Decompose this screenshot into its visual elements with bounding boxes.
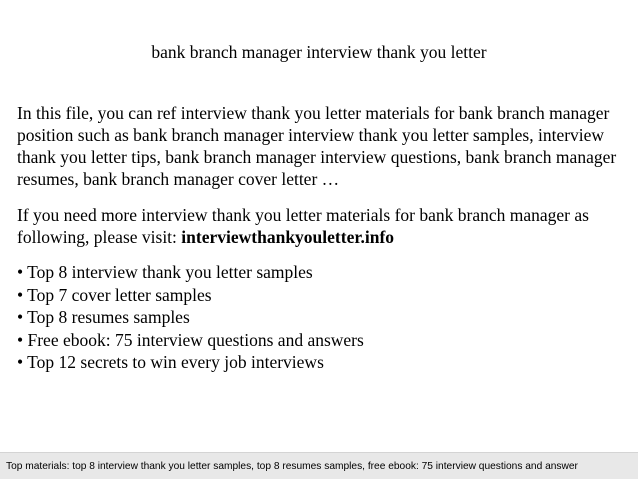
list-item: • Top 7 cover letter samples [17, 284, 212, 305]
list-item: • Top 8 interview thank you letter samples [17, 262, 313, 282]
list-item: • Top 8 resumes samples [17, 307, 190, 327]
visit-text: If you need more interview thank you letter materials for bank branch manager as following, please visit: [17, 205, 589, 247]
visit-paragraph [17, 204, 629, 248]
materials-list [17, 261, 629, 374]
intro-paragraph: In this file, you can ref interview thank you letter materials for bank branch manager position such as bank branch manager interview thank you letter samples, interview thank you letter tips, bank branch manager interview questions, bank branch manager resumes, bank branch manager cover letter … [17, 103, 617, 189]
footer-bar [0, 452, 638, 479]
list-item: • Top 12 secrets to win every job interviews [17, 352, 324, 372]
website-link[interactable]: interviewthankyouletter.info [181, 227, 395, 247]
slide-title: bank branch manager interview thank you letter [151, 42, 487, 62]
footer-text: Top materials: top 8 interview thank you letter samples, top 8 resumes samples, free ebook: 75 interview questions and answer [6, 461, 578, 472]
list-item: • Free ebook: 75 interview questions and answers [17, 329, 364, 350]
